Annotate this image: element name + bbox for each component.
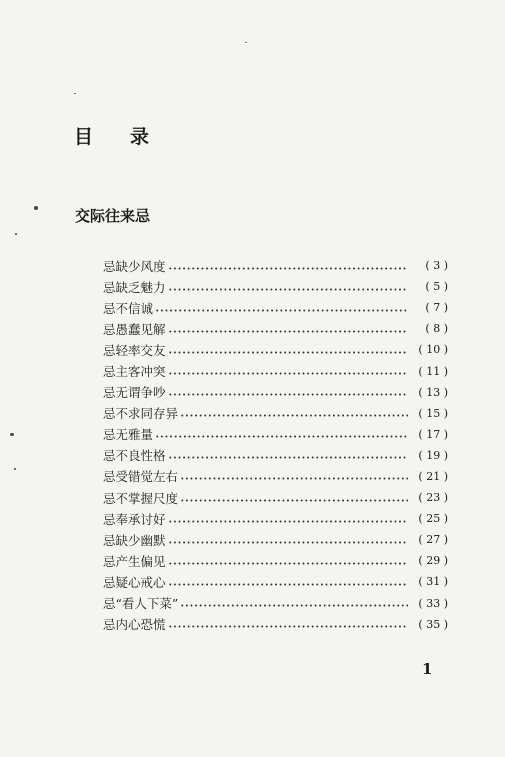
toc-entry — [103, 339, 448, 360]
toc-entry — [103, 360, 448, 381]
toc-entry — [103, 466, 448, 487]
toc-entry-title: 忌“看人下菜” — [103, 596, 179, 612]
toc-entry-page: ( 10 ) — [418, 343, 448, 357]
scan-speck — [15, 233, 17, 235]
toc-entry-title: 忌缺少风度 — [103, 258, 166, 274]
leader-dots — [168, 541, 408, 544]
leader-dots — [168, 288, 408, 291]
scan-speck — [74, 93, 76, 94]
toc-entry-title: 忌愚蠢见解 — [103, 321, 166, 337]
scan-speck — [10, 433, 14, 436]
toc-entry — [103, 445, 448, 466]
toc-entry-title: 忌无雅量 — [103, 427, 154, 443]
toc-entry — [103, 593, 448, 614]
toc-entry-page: ( 15 ) — [418, 406, 448, 420]
toc-entry-page: ( 31 ) — [418, 575, 448, 589]
toc-entry — [103, 529, 448, 550]
toc-entry-title: 忌疑心戒心 — [103, 574, 166, 590]
toc-entry — [103, 550, 448, 571]
scan-speck — [245, 42, 247, 43]
leader-dots — [168, 562, 408, 565]
toc-entry-title: 忌内心恐慌 — [103, 617, 166, 633]
scan-speck — [14, 468, 16, 470]
toc-entry — [103, 276, 448, 297]
scan-speck — [34, 206, 38, 210]
toc-entry — [103, 382, 448, 403]
leader-dots — [180, 499, 408, 502]
toc-entry-page: ( 8 ) — [425, 322, 448, 336]
leader-dots — [168, 267, 408, 270]
toc-entry — [103, 424, 448, 445]
toc-entry-page: ( 27 ) — [418, 533, 448, 547]
toc-entry-page: ( 17 ) — [418, 427, 448, 441]
toc-entry-page: ( 25 ) — [418, 512, 448, 526]
toc-entry — [103, 571, 448, 592]
leader-dots — [180, 477, 408, 480]
toc-entry-page: ( 11 ) — [418, 364, 448, 378]
page-title — [74, 122, 149, 149]
page-title-char-1: 目 — [74, 126, 94, 148]
table-of-contents — [103, 255, 448, 635]
leader-dots — [168, 330, 408, 333]
toc-entry-page: ( 23 ) — [418, 491, 448, 505]
toc-entry-title: 忌缺乏魅力 — [103, 279, 166, 295]
toc-entry — [103, 255, 448, 276]
toc-entry-page: ( 35 ) — [418, 617, 448, 631]
toc-entry-page: ( 29 ) — [418, 554, 448, 568]
toc-entry — [103, 318, 448, 339]
leader-dots — [168, 393, 408, 396]
toc-entry — [103, 508, 448, 529]
toc-entry-page: ( 7 ) — [425, 301, 448, 315]
toc-entry-title: 忌不求同存异 — [103, 406, 179, 422]
toc-entry-page: ( 33 ) — [418, 596, 448, 610]
leader-dots — [168, 625, 408, 628]
toc-entry-title: 忌奉承讨好 — [103, 511, 166, 527]
toc-entry-title: 忌轻率交友 — [103, 342, 166, 358]
toc-entry-title: 忌不信诚 — [103, 300, 154, 316]
leader-dots — [180, 604, 408, 607]
leader-dots — [168, 372, 408, 375]
toc-entry-title: 忌缺少幽默 — [103, 532, 166, 548]
leader-dots — [180, 414, 408, 417]
toc-entry-page: ( 19 ) — [418, 448, 448, 462]
leader-dots — [155, 309, 408, 312]
section-title: 交际往来忌 — [75, 207, 151, 225]
toc-entry-title: 忌无谓争吵 — [103, 385, 166, 401]
toc-entry-title: 忌产生偏见 — [103, 553, 166, 569]
toc-entry-title: 忌主客冲突 — [103, 364, 166, 380]
toc-entry-page: ( 21 ) — [418, 469, 448, 483]
toc-entry-title: 忌受错觉左右 — [103, 469, 179, 485]
toc-entry-page: ( 3 ) — [425, 259, 448, 273]
toc-entry-title: 忌不良性格 — [103, 448, 166, 464]
leader-dots — [168, 456, 408, 459]
leader-dots — [168, 583, 408, 586]
leader-dots — [168, 351, 408, 354]
toc-entry — [103, 614, 448, 635]
toc-entry-page: ( 13 ) — [418, 385, 448, 399]
toc-entry — [103, 297, 448, 318]
page-title-char-2: 录 — [130, 126, 150, 148]
toc-entry — [103, 487, 448, 508]
toc-entry-title: 忌不掌握尺度 — [103, 490, 179, 506]
toc-entry — [103, 403, 448, 424]
leader-dots — [155, 435, 408, 438]
toc-entry-page: ( 5 ) — [425, 280, 448, 294]
page-number: 1 — [422, 660, 433, 678]
leader-dots — [168, 520, 408, 523]
